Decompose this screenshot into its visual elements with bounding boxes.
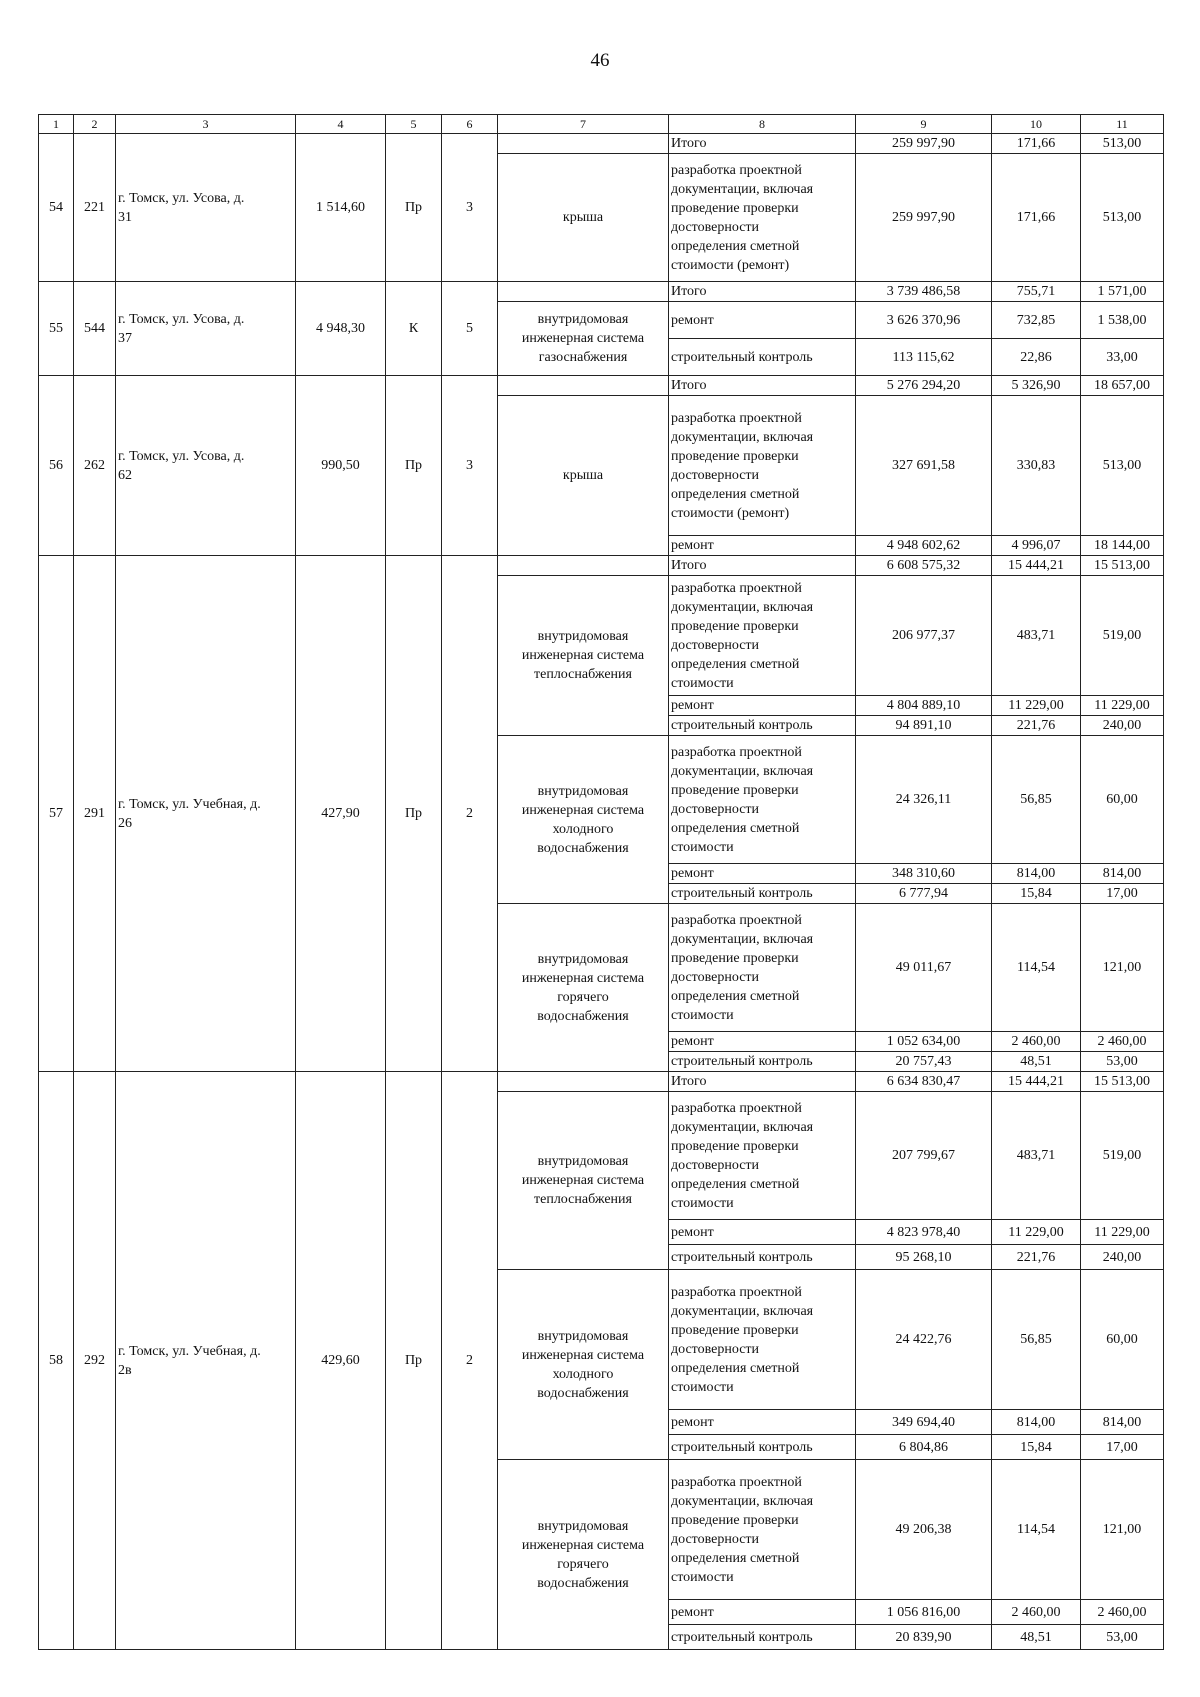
total-limit-per-sqm: 1 571,00 — [1081, 282, 1164, 302]
column-number: 4 — [296, 115, 386, 134]
total-limit-per-sqm: 15 513,00 — [1081, 556, 1164, 576]
work-limit-per-sqm: 240,00 — [1081, 1245, 1164, 1270]
work-cost-per-sqm: 48,51 — [992, 1052, 1081, 1072]
work-type: строительный контроль — [669, 884, 856, 904]
total-label: Итого — [669, 376, 856, 396]
work-cost-per-sqm: 171,66 — [992, 154, 1081, 282]
total-cost-per-sqm: 15 444,21 — [992, 1072, 1081, 1092]
total-limit-per-sqm: 18 657,00 — [1081, 376, 1164, 396]
total-limit-per-sqm: 15 513,00 — [1081, 1072, 1164, 1092]
work-cost: 49 206,38 — [856, 1460, 992, 1600]
floor-count: 2 — [442, 556, 498, 1072]
work-type: ремонт — [669, 696, 856, 716]
total-cost-per-sqm: 171,66 — [992, 134, 1081, 154]
work-limit-per-sqm: 1 538,00 — [1081, 302, 1164, 339]
work-cost: 1 056 816,00 — [856, 1600, 992, 1625]
work-limit-per-sqm: 814,00 — [1081, 864, 1164, 884]
work-limit-per-sqm: 121,00 — [1081, 1460, 1164, 1600]
work-cost: 349 694,40 — [856, 1410, 992, 1435]
table-row — [39, 134, 1164, 154]
column-number: 10 — [992, 115, 1081, 134]
work-cost: 348 310,60 — [856, 864, 992, 884]
work-cost: 327 691,58 — [856, 396, 992, 536]
work-type: разработка проектной документации, включая проведение проверки достоверности определения сметной стоимости — [669, 1270, 856, 1410]
floor-count: 5 — [442, 282, 498, 376]
column-number: 5 — [386, 115, 442, 134]
total-cost: 3 739 486,58 — [856, 282, 992, 302]
work-cost: 6 804,86 — [856, 1435, 992, 1460]
work-cost: 49 011,67 — [856, 904, 992, 1032]
work-cost-per-sqm: 15,84 — [992, 1435, 1081, 1460]
total-cost-per-sqm: 15 444,21 — [992, 556, 1081, 576]
system-name: внутридомовая инженерная система холодного водоснабжения — [498, 736, 669, 904]
row-number: 55 — [39, 282, 74, 376]
wall-type: Пр — [386, 376, 442, 556]
work-cost-per-sqm: 330,83 — [992, 396, 1081, 536]
work-type: ремонт — [669, 302, 856, 339]
work-cost: 6 777,94 — [856, 884, 992, 904]
table-row — [39, 376, 1164, 396]
total-cost: 259 997,90 — [856, 134, 992, 154]
table-row — [39, 556, 1164, 576]
house-area: 427,90 — [296, 556, 386, 1072]
work-type: строительный контроль — [669, 1435, 856, 1460]
work-type: ремонт — [669, 536, 856, 556]
work-cost-per-sqm: 732,85 — [992, 302, 1081, 339]
work-cost-per-sqm: 2 460,00 — [992, 1032, 1081, 1052]
work-type: разработка проектной документации, включая проведение проверки достоверности определения сметной стоимости (ремонт) — [669, 396, 856, 536]
row-number: 58 — [39, 1072, 74, 1650]
work-limit-per-sqm: 60,00 — [1081, 736, 1164, 864]
work-type: разработка проектной документации, включая проведение проверки достоверности определения сметной стоимости — [669, 576, 856, 696]
work-cost-per-sqm: 114,54 — [992, 904, 1081, 1032]
system-name: внутридомовая инженерная система теплоснабжения — [498, 1092, 669, 1270]
work-limit-per-sqm: 17,00 — [1081, 1435, 1164, 1460]
wall-type: Пр — [386, 1072, 442, 1650]
work-cost: 24 326,11 — [856, 736, 992, 864]
work-type: разработка проектной документации, включая проведение проверки достоверности определения сметной стоимости — [669, 736, 856, 864]
house-id: 292 — [74, 1072, 116, 1650]
work-limit-per-sqm: 121,00 — [1081, 904, 1164, 1032]
system-name: крыша — [498, 154, 669, 282]
empty-cell — [498, 376, 669, 396]
work-cost: 94 891,10 — [856, 716, 992, 736]
work-cost: 4 948 602,62 — [856, 536, 992, 556]
work-limit-per-sqm: 513,00 — [1081, 396, 1164, 536]
total-label: Итого — [669, 134, 856, 154]
system-name: внутридомовая инженерная система теплоснабжения — [498, 576, 669, 736]
house-address: г. Томск, ул. Усова, д. 31 — [116, 134, 296, 282]
page-number: 46 — [590, 50, 610, 71]
empty-cell — [498, 282, 669, 302]
house-area: 990,50 — [296, 376, 386, 556]
column-number: 2 — [74, 115, 116, 134]
column-number: 8 — [669, 115, 856, 134]
work-limit-per-sqm: 519,00 — [1081, 1092, 1164, 1220]
table-row — [39, 1072, 1164, 1092]
house-address: г. Томск, ул. Учебная, д. 2в — [116, 1072, 296, 1650]
empty-cell — [498, 556, 669, 576]
wall-type: Пр — [386, 556, 442, 1072]
column-number: 6 — [442, 115, 498, 134]
floor-count: 3 — [442, 376, 498, 556]
work-type: строительный контроль — [669, 1625, 856, 1650]
work-cost-per-sqm: 2 460,00 — [992, 1600, 1081, 1625]
work-limit-per-sqm: 519,00 — [1081, 576, 1164, 696]
wall-type: К — [386, 282, 442, 376]
total-label: Итого — [669, 556, 856, 576]
work-cost-per-sqm: 4 996,07 — [992, 536, 1081, 556]
work-cost: 259 997,90 — [856, 154, 992, 282]
total-limit-per-sqm: 513,00 — [1081, 134, 1164, 154]
column-number-row — [39, 115, 1164, 134]
total-cost-per-sqm: 5 326,90 — [992, 376, 1081, 396]
work-cost-per-sqm: 814,00 — [992, 1410, 1081, 1435]
work-limit-per-sqm: 60,00 — [1081, 1270, 1164, 1410]
work-cost: 4 823 978,40 — [856, 1220, 992, 1245]
column-number: 1 — [39, 115, 74, 134]
work-cost-per-sqm: 114,54 — [992, 1460, 1081, 1600]
work-limit-per-sqm: 53,00 — [1081, 1052, 1164, 1072]
house-id: 291 — [74, 556, 116, 1072]
row-number: 54 — [39, 134, 74, 282]
work-cost: 206 977,37 — [856, 576, 992, 696]
work-type: ремонт — [669, 1410, 856, 1435]
table-row — [39, 282, 1164, 302]
house-area: 4 948,30 — [296, 282, 386, 376]
work-type: ремонт — [669, 1600, 856, 1625]
work-limit-per-sqm: 53,00 — [1081, 1625, 1164, 1650]
work-type: ремонт — [669, 864, 856, 884]
work-limit-per-sqm: 18 144,00 — [1081, 536, 1164, 556]
work-type: строительный контроль — [669, 339, 856, 376]
floor-count: 2 — [442, 1072, 498, 1650]
total-cost-per-sqm: 755,71 — [992, 282, 1081, 302]
work-limit-per-sqm: 17,00 — [1081, 884, 1164, 904]
work-cost-per-sqm: 56,85 — [992, 1270, 1081, 1410]
work-cost: 20 839,90 — [856, 1625, 992, 1650]
house-area: 429,60 — [296, 1072, 386, 1650]
work-type: строительный контроль — [669, 1245, 856, 1270]
work-cost-per-sqm: 48,51 — [992, 1625, 1081, 1650]
work-type: разработка проектной документации, включая проведение проверки достоверности определения сметной стоимости — [669, 1460, 856, 1600]
work-cost: 24 422,76 — [856, 1270, 992, 1410]
work-cost-per-sqm: 221,76 — [992, 716, 1081, 736]
house-address: г. Томск, ул. Усова, д. 62 — [116, 376, 296, 556]
total-label: Итого — [669, 1072, 856, 1092]
work-cost-per-sqm: 483,71 — [992, 576, 1081, 696]
system-name: крыша — [498, 396, 669, 556]
work-cost-per-sqm: 56,85 — [992, 736, 1081, 864]
row-number: 56 — [39, 376, 74, 556]
work-type: разработка проектной документации, включая проведение проверки достоверности определения сметной стоимости (ремонт) — [669, 154, 856, 282]
work-type: ремонт — [669, 1220, 856, 1245]
work-cost-per-sqm: 483,71 — [992, 1092, 1081, 1220]
total-cost: 6 608 575,32 — [856, 556, 992, 576]
repair-registry-table — [38, 114, 1164, 1650]
work-cost-per-sqm: 221,76 — [992, 1245, 1081, 1270]
work-limit-per-sqm: 513,00 — [1081, 154, 1164, 282]
work-type: разработка проектной документации, включая проведение проверки достоверности определения сметной стоимости — [669, 904, 856, 1032]
work-limit-per-sqm: 33,00 — [1081, 339, 1164, 376]
work-limit-per-sqm: 11 229,00 — [1081, 1220, 1164, 1245]
work-limit-per-sqm: 240,00 — [1081, 716, 1164, 736]
work-type: ремонт — [669, 1032, 856, 1052]
work-cost: 20 757,43 — [856, 1052, 992, 1072]
house-address: г. Томск, ул. Учебная, д. 26 — [116, 556, 296, 1072]
work-cost: 95 268,10 — [856, 1245, 992, 1270]
work-cost-per-sqm: 11 229,00 — [992, 696, 1081, 716]
work-limit-per-sqm: 2 460,00 — [1081, 1600, 1164, 1625]
work-limit-per-sqm: 814,00 — [1081, 1410, 1164, 1435]
work-cost-per-sqm: 11 229,00 — [992, 1220, 1081, 1245]
work-limit-per-sqm: 2 460,00 — [1081, 1032, 1164, 1052]
house-id: 544 — [74, 282, 116, 376]
wall-type: Пр — [386, 134, 442, 282]
column-number: 9 — [856, 115, 992, 134]
system-name: внутридомовая инженерная система холодного водоснабжения — [498, 1270, 669, 1460]
empty-cell — [498, 134, 669, 154]
work-type: разработка проектной документации, включая проведение проверки достоверности определения сметной стоимости — [669, 1092, 856, 1220]
system-name: внутридомовая инженерная система горячего водоснабжения — [498, 904, 669, 1072]
work-cost: 207 799,67 — [856, 1092, 992, 1220]
work-cost: 113 115,62 — [856, 339, 992, 376]
house-area: 1 514,60 — [296, 134, 386, 282]
system-name: внутридомовая инженерная система газоснабжения — [498, 302, 669, 376]
work-type: строительный контроль — [669, 1052, 856, 1072]
column-number: 7 — [498, 115, 669, 134]
system-name: внутридомовая инженерная система горячего водоснабжения — [498, 1460, 669, 1650]
house-id: 262 — [74, 376, 116, 556]
work-cost: 3 626 370,96 — [856, 302, 992, 339]
total-cost: 6 634 830,47 — [856, 1072, 992, 1092]
floor-count: 3 — [442, 134, 498, 282]
empty-cell — [498, 1072, 669, 1092]
work-cost: 1 052 634,00 — [856, 1032, 992, 1052]
column-number: 3 — [116, 115, 296, 134]
house-address: г. Томск, ул. Усова, д. 37 — [116, 282, 296, 376]
work-limit-per-sqm: 11 229,00 — [1081, 696, 1164, 716]
row-number: 57 — [39, 556, 74, 1072]
work-cost-per-sqm: 22,86 — [992, 339, 1081, 376]
total-label: Итого — [669, 282, 856, 302]
work-cost-per-sqm: 15,84 — [992, 884, 1081, 904]
column-number: 11 — [1081, 115, 1164, 134]
total-cost: 5 276 294,20 — [856, 376, 992, 396]
work-cost: 4 804 889,10 — [856, 696, 992, 716]
work-cost-per-sqm: 814,00 — [992, 864, 1081, 884]
house-id: 221 — [74, 134, 116, 282]
work-type: строительный контроль — [669, 716, 856, 736]
